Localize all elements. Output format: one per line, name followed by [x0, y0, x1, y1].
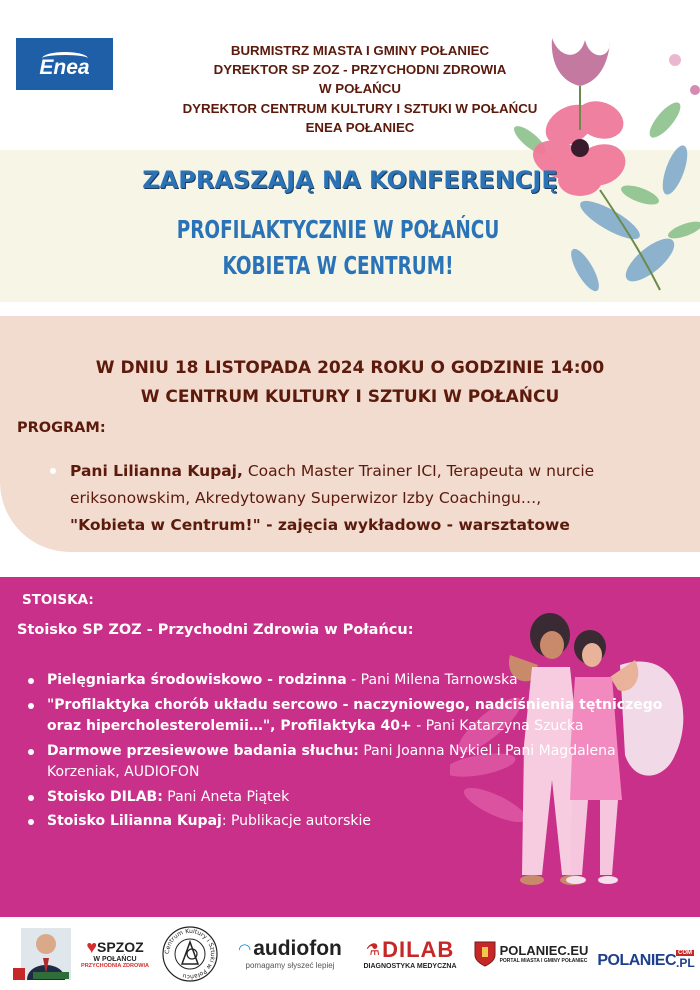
sponsor-footer	[0, 917, 700, 990]
stand-list	[28, 670, 678, 836]
list-item	[28, 787, 678, 809]
spzoz-logo	[80, 917, 150, 990]
organizer-line: DYREKTOR CENTRUM KULTURY I SZTUKI W POŁAŃCU	[182, 100, 538, 116]
stand-title: Stoisko DILAB:	[47, 788, 163, 805]
sound-wave-icon: ◠	[238, 941, 252, 958]
headline: ZAPRASZAJĄ NA KONFERENCJĘ	[142, 166, 558, 194]
event-date-block	[0, 354, 700, 412]
event-date: W DNIU 18 LISTOPADA 2024 ROKU O GODZINIE 14:00	[95, 358, 605, 378]
audiofon-tagline: pomagamy słyszeć lepiej	[245, 961, 335, 970]
stands-sublabel: Stoisko SP ZOZ - Przychodni Zdrowia w Połańcu:	[17, 622, 414, 638]
polaniec-eu-sub: PORTAL MIASTA I GMINY POŁANIEC	[499, 958, 588, 964]
mayor-portrait-icon	[13, 928, 71, 980]
speaker-description: Coach Master Trainer ICI, Terapeuta w nurcie eriksonowskim, Akredytowany Superwizor Izby Coachingu…,	[70, 462, 595, 507]
stand-title: Stoisko Lilianna Kupaj	[47, 813, 222, 829]
organizer-line: ENEA POŁANIEC	[305, 119, 415, 135]
subtitle-line: PROFILAKTYCZNIE W POŁAŃCU	[176, 215, 500, 244]
polaniec-com-pl: .PL	[676, 956, 695, 970]
polaniec-eu-text: POLANIEC.EU	[499, 943, 589, 958]
polaniec-com-badge: COM	[678, 950, 692, 956]
flask-icon: ⚗	[365, 942, 381, 959]
list-item	[28, 741, 678, 784]
audiofon-logo-text: audiofon	[253, 937, 342, 960]
heart-icon: ♥	[86, 937, 97, 957]
spzoz-logo-sub: W POŁAŃCU	[93, 956, 137, 963]
conference-subtitle	[61, 212, 615, 284]
list-item	[28, 695, 678, 738]
list-item	[28, 670, 678, 692]
enea-logo-text: Enea	[39, 56, 90, 79]
organizer-line: BURMISTRZ MIASTA I GMINY POŁANIEC	[230, 43, 490, 58]
mayor-photo	[12, 917, 72, 990]
dilab-logo-text: DILAB	[382, 937, 455, 962]
ckis-ring-text: Centrum Kultury i Sztuki w Połańcu	[163, 927, 217, 980]
speaker-name: Pani Lilianna Kupaj,	[70, 462, 243, 480]
stand-title: Darmowe przesiewowe badania słuchu:	[47, 742, 359, 759]
coat-of-arms-icon	[474, 941, 496, 967]
bullet-icon	[50, 468, 56, 474]
polaniec-com-logo	[597, 917, 695, 990]
stand-title: "Profilaktyka chorób układu sercowo - naczyniowego, nadciśnienia tętniczego oraz hipercholesterolemii…", Profilaktyka 40+	[47, 696, 663, 734]
program-label: PROGRAM:	[17, 420, 106, 436]
stand-detail: - Pani Milena Tarnowska	[346, 672, 518, 688]
organizer-line: W POŁAŃCU	[319, 81, 401, 97]
enea-logo	[16, 38, 113, 90]
audiofon-logo	[228, 917, 352, 990]
stands-label: STOISKA:	[22, 592, 94, 608]
stand-detail: : Publikacje autorskie	[221, 813, 371, 829]
event-venue: W CENTRUM KULTURY I SZTUKI W POŁAŃCU	[140, 387, 560, 407]
stand-detail: - Pani Katarzyna Szucka	[411, 718, 584, 734]
organizer-line: DYREKTOR SP ZOZ - PRZYCHODNI ZDROWIA	[213, 62, 507, 78]
program-item	[50, 458, 650, 539]
talk-title: "Kobieta w Centrum!" - zajęcia wykładowo - warsztatowe	[70, 516, 570, 534]
list-item	[28, 811, 678, 833]
ckis-emblem-icon	[162, 926, 218, 982]
enea-swoosh-icon	[42, 52, 88, 65]
spzoz-logo-sub2: PRZYCHODNIA ZDROWIA	[81, 963, 149, 969]
subtitle-line: KOBIETA W CENTRUM!	[222, 251, 454, 280]
polaniec-com-text: POLANIEC	[597, 952, 676, 969]
dilab-logo	[358, 917, 462, 990]
polaniec-eu-logo	[468, 917, 594, 990]
stand-title: Pielęgniarka środowiskowo - rodzinna	[47, 672, 347, 688]
stand-detail: Pani Aneta Piątek	[162, 788, 290, 805]
dilab-tagline: DIAGNOSTYKA MEDYCZNA	[363, 963, 457, 970]
stand-detail: Pani Joanna Nykiel i Pani Magdalena Korzeniak, AUDIOFON	[47, 742, 616, 780]
spzoz-logo-text: SPZOZ	[97, 939, 144, 955]
ckis-logo	[160, 917, 220, 990]
